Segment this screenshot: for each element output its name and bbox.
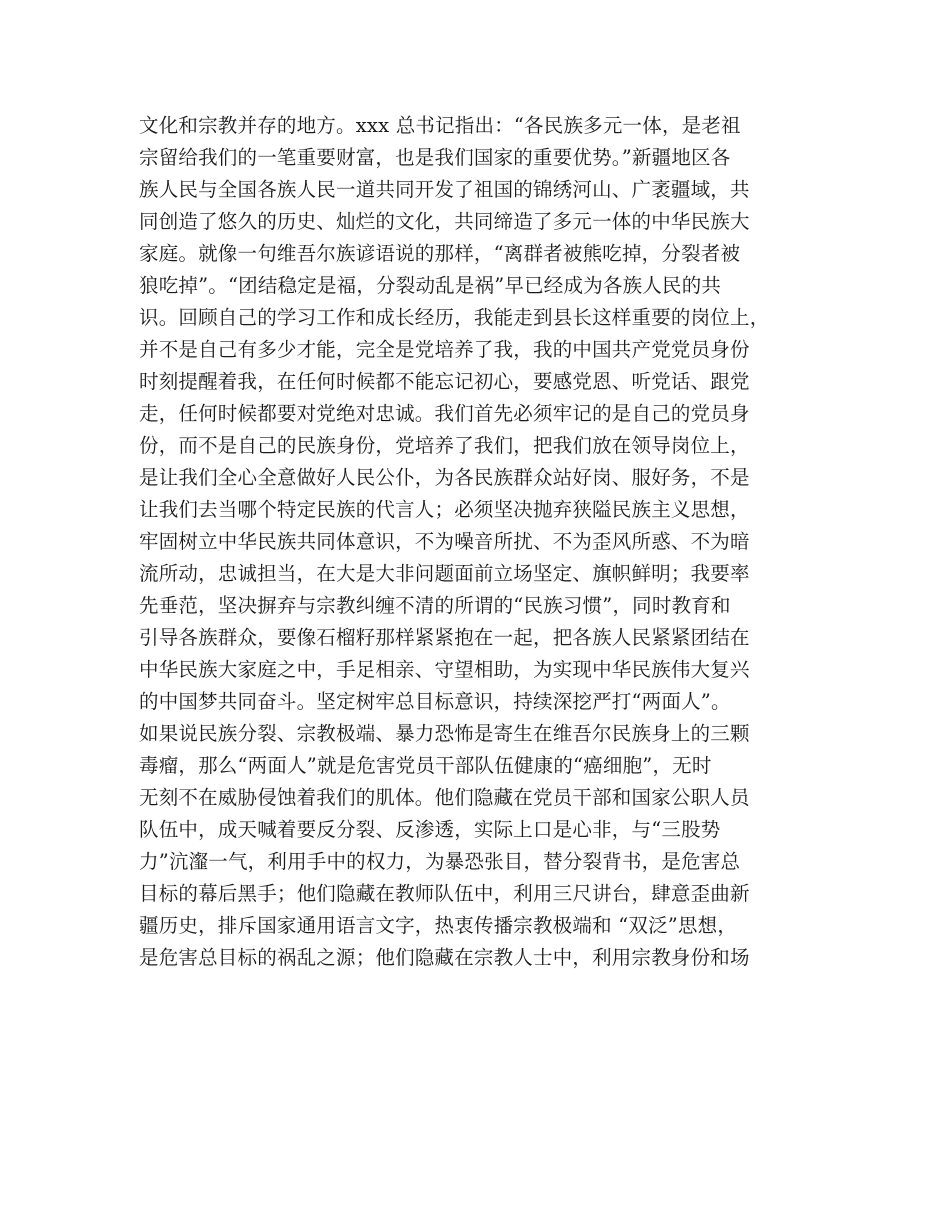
text-line: 先垂范，坚决摒弃与宗教纠缠不清的所谓的“民族习惯”，同时教育和	[139, 594, 731, 617]
text-line: 如果说民族分裂、宗教极端、暴力恐怖是寄生在维吾尔民族身上的三颗	[139, 722, 750, 745]
text-line: 族人民与全国各族人民一道共同开发了祖国的锦绣河山、广袤疆域，共	[139, 178, 750, 201]
text-line: 目标的幕后黑手；他们隐藏在教师队伍中，利用三尺讲台，肆意歪曲新	[139, 882, 750, 905]
body-text	[139, 110, 839, 974]
text-line: 无刻不在威胁侵蚀着我们的肌体。他们隐藏在党员干部和国家公职人员	[139, 786, 750, 809]
text-line: 时刻提醒着我，在任何时候都不能忘记初心，要感党恩、听党话、跟党	[139, 370, 750, 393]
text-line: 文化和宗教并存的地方。xxx 总书记指出：“各民族多元一体，是老祖	[139, 114, 741, 137]
text-line: 疆历史，排斥国家通用语言文字，热衷传播宗教极端和 “双泛”思想，	[139, 914, 738, 937]
text-line: 的中国梦共同奋斗。坚定树牢总目标意识，持续深挖严打“两面人”。	[139, 690, 731, 713]
text-line: 牢固树立中华民族共同体意识，不为噪音所扰、不为歪风所惑、不为暗	[139, 530, 750, 553]
text-line: 引导各族群众，要像石榴籽那样紧紧抱在一起，把各族人民紧紧团结在	[139, 626, 750, 649]
text-line: 毒瘤，那么“两面人”就是危害党员干部队伍健康的“癌细胞”，无时	[139, 754, 712, 777]
text-line: 家庭。就像一句维吾尔族谚语说的那样，“离群者被熊吃掉，分裂者被	[139, 242, 741, 265]
text-line: 让我们去当哪个特定民族的代言人；必须坚决抛弃狭隘民族主义思想，	[139, 498, 750, 521]
text-line: 力”沆瀣一气，利用手中的权力，为暴恐张目，替分裂背书，是危害总	[139, 850, 741, 873]
text-line: 宗留给我们的一笔重要财富，也是我们国家的重要优势。”新疆地区各	[139, 146, 731, 169]
text-line: 队伍中，成天喊着要反分裂、反渗透，实际上口是心非，与“三股势	[139, 818, 721, 841]
text-line: 流所动，忠诚担当，在大是大非问题面前立场坚定、旗帜鲜明；我要率	[139, 562, 750, 585]
text-line: 并不是自己有多少才能，完全是党培养了我，我的中国共产党党员身份	[139, 338, 750, 361]
text-line: 中华民族大家庭之中，手足相亲、守望相助，为实现中华民族伟大复兴	[139, 658, 750, 681]
text-line: 份，而不是自己的民族身份，党培养了我们，把我们放在领导岗位上，	[139, 434, 750, 457]
text-line: 识。回顾自己的学习工作和成长经历，我能走到县长这样重要的岗位上，	[139, 306, 770, 329]
text-line: 走，任何时候都要对党绝对忠诚。我们首先必须牢记的是自己的党员身	[139, 402, 750, 425]
text-line: 是危害总目标的祸乱之源；他们隐藏在宗教人士中，利用宗教身份和场	[139, 946, 750, 969]
text-line: 是让我们全心全意做好人民公仆，为各民族群众站好岗、服好务，不是	[139, 466, 750, 489]
text-line: 同创造了悠久的历史、灿烂的文化，共同缔造了多元一体的中华民族大	[139, 210, 750, 233]
text-line: 狼吃掉”。“团结稳定是福，分裂动乱是祸”早已经成为各族人民的共	[139, 274, 722, 297]
